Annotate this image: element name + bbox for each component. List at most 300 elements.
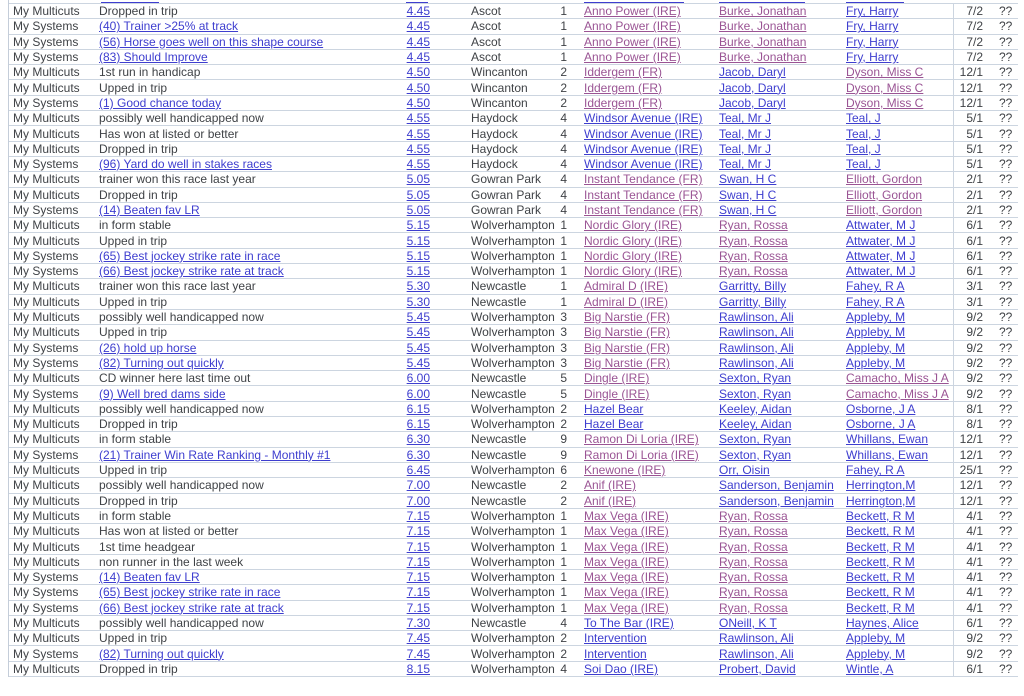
horse-cell <box>567 310 719 324</box>
course-name: Newcastle <box>471 478 527 493</box>
table-row <box>9 646 1018 661</box>
race-number: 1 <box>560 248 567 263</box>
trainer-link[interactable]: Attwater, M J <box>846 218 916 233</box>
jockey-link[interactable]: ONeill, K T <box>719 616 777 631</box>
course-name: Wolverhampton <box>471 631 555 646</box>
trainer-link[interactable]: Appleby, M <box>846 646 906 661</box>
race-time-link[interactable]: 6.00 <box>406 371 430 386</box>
result-value: ?? <box>999 539 1013 554</box>
race-number: 1 <box>560 294 567 309</box>
jockey-link[interactable]: Rawlinson, Ali <box>719 631 794 646</box>
jockey-link[interactable]: Ryan, Rossa <box>719 554 788 569</box>
race-time-link[interactable]: 4.50 <box>406 95 430 110</box>
comment-cell <box>91 494 403 508</box>
odds-value: 12/1 <box>959 65 983 80</box>
jockey-link[interactable]: Ryan, Rossa <box>719 233 788 248</box>
jockey-link[interactable]: Ryan, Rossa <box>719 248 788 263</box>
horse-link[interactable]: Max Vega (IRE) <box>584 554 669 569</box>
horse-link[interactable]: Ramon Di Loria (IRE) <box>584 447 699 462</box>
horse-link[interactable]: Hazel Bear <box>584 417 644 432</box>
jockey-cell <box>719 295 846 309</box>
table-row <box>9 555 1018 570</box>
jockey-cell <box>719 50 846 64</box>
system-name: My Multicuts <box>13 432 80 447</box>
table-row <box>9 35 1018 50</box>
jockey-link[interactable]: Sexton, Ryan <box>719 432 792 447</box>
odds-value: 7/2 <box>966 19 983 34</box>
jockey-link[interactable]: Ryan, Rossa <box>719 264 788 279</box>
race-time-cell <box>403 295 435 309</box>
jockey-link[interactable]: Rawlinson, Ali <box>719 646 794 661</box>
jockey-cell <box>719 65 846 79</box>
jockey-link[interactable]: Teal, Mr J <box>719 126 772 141</box>
table-row <box>9 386 1018 401</box>
jockey-cell <box>719 463 846 477</box>
jockey-link[interactable]: Jacob, Daryl <box>719 95 786 110</box>
race-time-link[interactable]: 7.15 <box>406 570 430 585</box>
trainer-link[interactable]: Attwater, M J <box>846 248 916 263</box>
comment-cell <box>91 111 403 125</box>
course-name: Wincanton <box>471 65 528 80</box>
course-name: Wolverhampton <box>471 401 555 416</box>
table-row <box>9 142 1018 157</box>
race-time-link[interactable]: 4.55 <box>406 141 430 156</box>
race-time-link[interactable]: 6.30 <box>406 447 430 462</box>
trainer-link[interactable]: Fahey, R A <box>846 279 905 294</box>
horse-link[interactable]: Big Narstie (FR) <box>584 340 671 355</box>
trainer-link[interactable]: Teal, J <box>846 126 881 141</box>
system-comment-link[interactable]: (56) Horse goes well on this shape course <box>99 34 324 49</box>
course-name: Wolverhampton <box>471 325 555 340</box>
table-row <box>9 402 1018 417</box>
system-comment-link[interactable]: (21) Trainer Win Rate Ranking - Monthly #1 <box>99 447 331 462</box>
course-name: Wincanton <box>471 95 528 110</box>
trainer-link[interactable]: Attwater, M J <box>846 233 916 248</box>
jockey-cell <box>719 494 846 508</box>
horse-link[interactable]: Knewone (IRE) <box>584 463 666 478</box>
trainer-link[interactable]: Fry, Harry <box>846 19 899 34</box>
system-comment-link[interactable]: (40) Trainer >25% at track <box>99 19 239 34</box>
course-name: Ascot <box>471 4 502 19</box>
trainer-link[interactable]: Dyson, Miss C <box>846 80 924 95</box>
race-time-link[interactable]: 5.30 <box>406 294 430 309</box>
system-comment-link[interactable]: (65) Best jockey strike rate in race <box>99 248 281 263</box>
race-time-link[interactable]: 7.15 <box>406 554 430 569</box>
race-time-link[interactable]: 5.15 <box>406 233 430 248</box>
jockey-link[interactable]: Orr, Oisin <box>719 463 770 478</box>
jockey-link[interactable]: Ryan, Rossa <box>719 524 788 539</box>
trainer-link[interactable]: Osborne, J A <box>846 417 916 432</box>
odds-value: 9/2 <box>966 631 983 646</box>
comment-cell <box>91 646 403 660</box>
table-row <box>9 463 1018 478</box>
jockey-cell <box>719 555 846 569</box>
trainer-cell <box>846 371 954 385</box>
jockey-link[interactable]: Jacob, Daryl <box>719 65 786 80</box>
horse-link[interactable]: To The Bar (IRE) <box>584 616 674 631</box>
jockey-link[interactable]: Burke, Jonathan <box>719 34 807 49</box>
horse-link[interactable]: Instant Tendance (FR) <box>584 187 703 202</box>
trainer-link[interactable]: Fahey, R A <box>846 463 905 478</box>
horse-link[interactable]: Max Vega (IRE) <box>584 524 669 539</box>
trainer-link[interactable]: Elliott, Gordon <box>846 203 923 217</box>
jockey-link[interactable]: Sexton, Ryan <box>719 447 792 462</box>
odds-value: 2/1 <box>966 172 983 187</box>
race-number: 3 <box>560 325 567 340</box>
horse-link[interactable]: Big Narstie (FR) <box>584 325 671 340</box>
horse-link[interactable]: Hazel Bear <box>584 401 644 416</box>
horse-link[interactable]: Max Vega (IRE) <box>584 600 669 615</box>
trainer-link[interactable]: Beckett, R M <box>846 600 915 615</box>
system-comment-link[interactable]: (82) Turning out quickly <box>99 646 224 661</box>
horse-link[interactable]: Windsor Avenue (IRE) <box>584 111 703 126</box>
race-number: 1 <box>560 4 567 19</box>
jockey-link[interactable]: Rawlinson, Ali <box>719 310 794 325</box>
race-time-link[interactable]: 5.45 <box>406 325 430 340</box>
horse-link[interactable]: Nordic Glory (IRE) <box>584 218 683 233</box>
odds-value: 6/1 <box>966 616 983 631</box>
horse-cell <box>567 142 719 156</box>
jockey-link[interactable]: Keeley, Aidan <box>719 417 792 432</box>
table-row <box>9 570 1018 585</box>
trainer-link[interactable]: Appleby, M <box>846 631 906 646</box>
trainer-link[interactable]: Attwater, M J <box>846 264 916 279</box>
race-number: 4 <box>560 157 567 172</box>
race-time-link[interactable]: 7.15 <box>406 539 430 554</box>
odds-value: 4/1 <box>966 539 983 554</box>
race-time-link[interactable]: 7.00 <box>406 493 430 508</box>
jockey-link[interactable]: Burke, Jonathan <box>719 19 807 34</box>
jockey-cell <box>719 203 846 217</box>
race-time-link[interactable]: 7.30 <box>406 616 430 631</box>
race-time-link[interactable]: 5.45 <box>406 310 430 325</box>
trainer-link[interactable]: Fry, Harry <box>846 50 899 65</box>
horse-cell <box>567 539 719 553</box>
horse-link[interactable]: Ramon Di Loria (IRE) <box>584 432 699 447</box>
horse-cell <box>567 631 719 645</box>
result-value: ?? <box>999 386 1013 401</box>
comment-text: Upped in trip <box>99 463 168 478</box>
system-comment-link[interactable]: (1) Good chance today <box>99 95 222 110</box>
race-time-link[interactable]: 5.30 <box>406 279 430 294</box>
system-name: My Systems <box>13 248 79 263</box>
race-time-link[interactable]: 5.15 <box>406 264 430 279</box>
race-time-cell <box>403 662 435 676</box>
race-time-link[interactable]: 4.55 <box>406 126 430 141</box>
comment-cell <box>91 157 403 171</box>
race-time-link[interactable]: 5.45 <box>406 340 430 355</box>
trainer-link[interactable]: Appleby, M <box>846 325 906 340</box>
trainer-link[interactable]: Osborne, J A <box>846 401 916 416</box>
horse-cell <box>567 524 719 538</box>
system-name: My Systems <box>13 646 79 661</box>
table-row <box>9 417 1018 432</box>
result-value: ?? <box>999 218 1013 233</box>
race-number: 9 <box>560 432 567 447</box>
course-name: Wolverhampton <box>471 646 555 661</box>
trainer-link[interactable]: Beckett, R M <box>846 585 915 600</box>
system-comment-link[interactable]: (66) Best jockey strike rate at track <box>99 264 284 279</box>
trainer-cell <box>846 601 954 615</box>
trainer-link[interactable]: Appleby, M <box>846 310 906 325</box>
horse-cell <box>567 111 719 125</box>
course-name: Wolverhampton <box>471 355 555 370</box>
trainer-link[interactable]: Whillans, Ewan <box>846 447 929 462</box>
race-time-link[interactable]: 4.45 <box>406 4 430 19</box>
trainer-link[interactable]: Teal, J <box>846 157 881 172</box>
race-time-link[interactable]: 7.15 <box>406 600 430 615</box>
comment-text: Has won at listed or better <box>99 126 239 141</box>
race-time-link[interactable]: 5.05 <box>406 172 430 187</box>
comment-cell <box>91 356 403 370</box>
jockey-cell <box>719 96 846 110</box>
jockey-link[interactable]: Garritty, Billy <box>719 279 787 294</box>
comment-cell <box>91 310 403 324</box>
horse-link[interactable]: Anno Power (IRE) <box>584 34 681 49</box>
system-comment-link[interactable]: (14) Beaten fav LR <box>99 203 200 217</box>
trainer-link[interactable]: Wintle, A <box>846 661 894 676</box>
horse-link[interactable]: Max Vega (IRE) <box>584 539 669 554</box>
trainer-link[interactable]: Camacho, Miss J A <box>846 386 949 401</box>
jockey-link[interactable]: Ryan, Rossa <box>719 539 788 554</box>
trainer-link[interactable]: Appleby, M <box>846 355 906 370</box>
clipped-row-top <box>9 0 1018 4</box>
horse-link[interactable]: Nordic Glory (IRE) <box>584 264 683 279</box>
horse-link[interactable]: Dingle (IRE) <box>584 371 650 386</box>
system-comment-link[interactable]: (26) hold up horse <box>99 340 197 355</box>
horse-link[interactable]: Anno Power (IRE) <box>584 4 681 19</box>
trainer-link[interactable]: Camacho, Miss J A <box>846 371 949 386</box>
trainer-cell <box>846 80 954 94</box>
horse-link[interactable]: Soi Dao (IRE) <box>584 661 659 676</box>
jockey-link[interactable]: Rawlinson, Ali <box>719 325 794 340</box>
trainer-link[interactable]: Beckett, R M <box>846 508 915 523</box>
system-comment-link[interactable]: (65) Best jockey strike rate in race <box>99 585 281 600</box>
horse-link[interactable]: Nordic Glory (IRE) <box>584 233 683 248</box>
race-time-link[interactable]: 5.05 <box>406 203 430 217</box>
horse-link[interactable]: Max Vega (IRE) <box>584 585 669 600</box>
jockey-link[interactable]: Jacob, Daryl <box>719 80 786 95</box>
race-time-link[interactable]: 6.15 <box>406 401 430 416</box>
horse-link[interactable]: Max Vega (IRE) <box>584 508 669 523</box>
horse-link[interactable]: Max Vega (IRE) <box>584 570 669 585</box>
trainer-link[interactable]: Teal, J <box>846 111 881 126</box>
comment-text: trainer won this race last year <box>99 172 256 187</box>
horse-link[interactable]: Instant Tendance (FR) <box>584 172 703 187</box>
horse-link[interactable]: Instant Tendance (FR) <box>584 203 703 217</box>
race-time-link[interactable]: 7.15 <box>406 585 430 600</box>
trainer-link[interactable]: Beckett, R M <box>846 570 915 585</box>
race-time-link[interactable]: 4.45 <box>406 50 430 65</box>
race-time-link[interactable]: 5.15 <box>406 248 430 263</box>
horse-link[interactable]: Intervention <box>584 646 647 661</box>
comment-cell <box>91 35 403 49</box>
trainer-link[interactable]: Whillans, Ewan <box>846 432 929 447</box>
horse-link[interactable]: Big Narstie (FR) <box>584 355 671 370</box>
jockey-link[interactable]: Swan, H C <box>719 203 777 217</box>
comment-cell <box>91 172 403 186</box>
race-time-link[interactable]: 7.45 <box>406 631 430 646</box>
jockey-link[interactable]: Teal, Mr J <box>719 141 772 156</box>
race-number: 2 <box>560 401 567 416</box>
race-number: 4 <box>560 172 567 187</box>
trainer-link[interactable]: Elliott, Gordon <box>846 172 923 187</box>
table-row <box>9 233 1018 248</box>
trainer-link[interactable]: Haynes, Alice <box>846 616 919 631</box>
result-value: ?? <box>999 65 1013 80</box>
race-time-link[interactable]: 5.15 <box>406 218 430 233</box>
race-time-link[interactable]: 6.00 <box>406 386 430 401</box>
comment-cell <box>91 50 403 64</box>
jockey-link[interactable]: Burke, Jonathan <box>719 50 807 65</box>
jockey-link[interactable]: Ryan, Rossa <box>719 585 788 600</box>
jockey-link[interactable]: Garritty, Billy <box>719 294 787 309</box>
trainer-link[interactable]: Beckett, R M <box>846 539 915 554</box>
race-time-link[interactable]: 8.15 <box>406 661 430 676</box>
course-name: Wolverhampton <box>471 463 555 478</box>
race-time-cell <box>403 264 435 278</box>
trainer-link[interactable]: Elliott, Gordon <box>846 187 923 202</box>
horse-cell <box>567 80 719 94</box>
horse-link[interactable]: Iddergem (FR) <box>584 80 663 95</box>
horse-cell <box>567 50 719 64</box>
jockey-link[interactable]: Sexton, Ryan <box>719 371 792 386</box>
system-name: My Multicuts <box>13 187 80 202</box>
horse-link[interactable]: Anif (IRE) <box>584 493 637 508</box>
jockey-link[interactable]: Sanderson, Benjamin <box>719 478 834 493</box>
jockey-link[interactable]: Keeley, Aidan <box>719 401 792 416</box>
horse-link[interactable]: Big Narstie (FR) <box>584 310 671 325</box>
race-number: 6 <box>560 463 567 478</box>
horse-link[interactable]: Anif (IRE) <box>584 478 637 493</box>
horse-link[interactable]: Admiral D (IRE) <box>584 294 669 309</box>
horse-link[interactable]: Admiral D (IRE) <box>584 279 669 294</box>
jockey-cell <box>719 233 846 247</box>
trainer-link[interactable]: Dyson, Miss C <box>846 65 924 80</box>
race-number: 4 <box>560 111 567 126</box>
jockey-link[interactable]: Teal, Mr J <box>719 111 772 126</box>
horse-cell <box>567 585 719 599</box>
comment-cell <box>91 80 403 94</box>
horse-link[interactable]: Iddergem (FR) <box>584 65 663 80</box>
race-time-link[interactable]: 7.15 <box>406 524 430 539</box>
system-comment-link[interactable]: (9) Well bred dams side <box>99 386 226 401</box>
trainer-link[interactable]: Herrington,M <box>846 478 916 493</box>
horse-link[interactable]: Anno Power (IRE) <box>584 19 681 34</box>
horse-link[interactable]: Intervention <box>584 631 647 646</box>
race-time-link[interactable]: 4.45 <box>406 19 430 34</box>
jockey-link[interactable]: Swan, H C <box>719 187 777 202</box>
system-comment-link[interactable]: (82) Turning out quickly <box>99 355 224 370</box>
jockey-link[interactable]: Ryan, Rossa <box>719 570 788 585</box>
horse-link[interactable]: Nordic Glory (IRE) <box>584 248 683 263</box>
jockey-link[interactable]: Swan, H C <box>719 172 777 187</box>
jockey-link[interactable]: Ryan, Rossa <box>719 600 788 615</box>
comment-cell <box>91 203 403 217</box>
jockey-link[interactable]: Burke, Jonathan <box>719 4 807 19</box>
system-name: My Systems <box>13 355 79 370</box>
race-time-link[interactable]: 6.45 <box>406 463 430 478</box>
trainer-cell <box>846 662 954 676</box>
horse-link[interactable]: Iddergem (FR) <box>584 95 663 110</box>
system-name: My Multicuts <box>13 554 80 569</box>
jockey-link[interactable]: Ryan, Rossa <box>719 508 788 523</box>
trainer-link[interactable]: Beckett, R M <box>846 524 915 539</box>
race-time-link[interactable]: 5.05 <box>406 187 430 202</box>
course-name: Wolverhampton <box>471 554 555 569</box>
table-row <box>9 310 1018 325</box>
jockey-link[interactable]: Teal, Mr J <box>719 157 772 172</box>
race-time-link[interactable]: 7.45 <box>406 646 430 661</box>
trainer-cell <box>846 417 954 431</box>
jockey-link[interactable]: Probert, David <box>719 661 796 676</box>
trainer-link[interactable]: Fry, Harry <box>846 4 899 19</box>
trainer-link[interactable]: Teal, J <box>846 141 881 156</box>
jockey-cell <box>719 524 846 538</box>
trainer-link[interactable]: Fahey, R A <box>846 294 905 309</box>
race-time-link[interactable]: 6.15 <box>406 417 430 432</box>
jockey-link[interactable]: Sanderson, Benjamin <box>719 493 834 508</box>
horse-link[interactable]: Windsor Avenue (IRE) <box>584 141 703 156</box>
system-comment-link[interactable]: (14) Beaten fav LR <box>99 570 200 585</box>
race-time-cell <box>403 432 435 446</box>
race-time-link[interactable]: 6.30 <box>406 432 430 447</box>
race-time-link[interactable]: 4.50 <box>406 65 430 80</box>
odds-value: 5/1 <box>966 157 983 172</box>
trainer-link[interactable]: Herrington,M <box>846 493 916 508</box>
system-name: My Multicuts <box>13 325 80 340</box>
race-time-link[interactable]: 4.55 <box>406 111 430 126</box>
jockey-link[interactable]: Rawlinson, Ali <box>719 340 794 355</box>
comment-text: in form stable <box>99 218 172 233</box>
system-comment-link[interactable]: (66) Best jockey strike rate at track <box>99 600 284 615</box>
trainer-link[interactable]: Appleby, M <box>846 340 906 355</box>
system-comment-link[interactable]: (96) Yard do well in stakes races <box>99 157 272 172</box>
jockey-link[interactable]: Ryan, Rossa <box>719 218 788 233</box>
race-time-cell <box>403 386 435 400</box>
horse-link[interactable]: Windsor Avenue (IRE) <box>584 157 703 172</box>
race-number: 2 <box>560 478 567 493</box>
race-time-link[interactable]: 4.50 <box>406 80 430 95</box>
race-time-cell <box>403 157 435 171</box>
race-number: 3 <box>560 340 567 355</box>
trainer-link[interactable]: Beckett, R M <box>846 554 915 569</box>
system-name: My Multicuts <box>13 141 80 156</box>
race-number: 2 <box>560 80 567 95</box>
race-time-cell <box>403 494 435 508</box>
system-name: My Multicuts <box>13 493 80 508</box>
horse-link[interactable]: Windsor Avenue (IRE) <box>584 126 703 141</box>
horse-link[interactable]: Dingle (IRE) <box>584 386 650 401</box>
comment-cell <box>91 4 403 18</box>
race-time-link[interactable]: 7.00 <box>406 478 430 493</box>
jockey-cell <box>719 157 846 171</box>
race-time-link[interactable]: 5.45 <box>406 355 430 370</box>
race-time-link[interactable]: 7.15 <box>406 508 430 523</box>
jockey-link[interactable]: Rawlinson, Ali <box>719 355 794 370</box>
jockey-link[interactable]: Sexton, Ryan <box>719 386 792 401</box>
comment-cell <box>91 524 403 538</box>
trainer-cell <box>846 111 954 125</box>
race-time-link[interactable]: 4.45 <box>406 34 430 49</box>
horse-cell <box>567 126 719 140</box>
trainer-link[interactable]: Dyson, Miss C <box>846 95 924 110</box>
race-time-link[interactable]: 4.55 <box>406 157 430 172</box>
race-number: 4 <box>560 126 567 141</box>
system-comment-link[interactable]: (83) Should Improve <box>99 50 208 65</box>
horse-link[interactable]: Anno Power (IRE) <box>584 50 681 65</box>
trainer-link[interactable]: Fry, Harry <box>846 34 899 49</box>
